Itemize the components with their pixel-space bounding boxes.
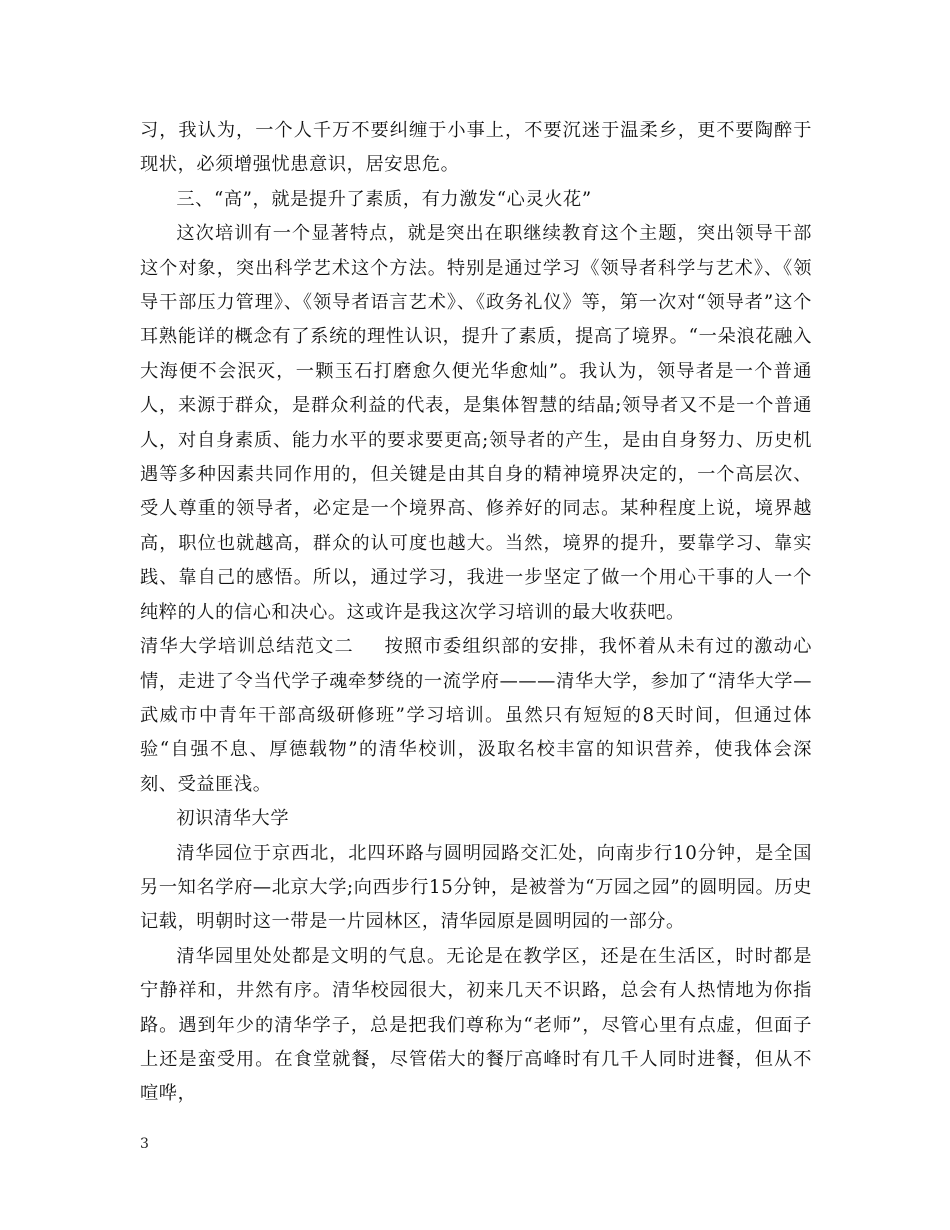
paragraph-training-feature: 这次培训有一个显著特点，就是突出在职继续教育这个主题，突出领导干部这个对象，突出科学艺术这个方法。特别是通过学习《领导者科学与艺术》、《领导干部压力管理》、《领导者语言艺术》、《政务礼仪》等，第一次对“领导者”这个耳熟能详的概念有了系统的理性认识，提升了素质，提高了境界。“一朵浪花融入大海便不会泯灭，一颗玉石打磨愈久便光华愈灿”。我认为，领导者是一个普通人，来源于群众，是群众利益的代表，是集体智慧的结晶;领导者又不是一个普通人，对自身素质、能力水平的要求要更高;领导者的产生，是由自身努力、历史机遇等多种因素共同作用的，但关键是由其自身的精神境界决定的，一个高层次、受人尊重的领导者，必定是一个境界高、修养好的同志。某种程度上说，境界越高，职位也就越高，群众的认可度也越大。当然，境界的提升，要靠学习、靠实践、靠自己的感悟。所以，通过学习，我进一步坚定了做一个用心干事的人一个纯粹的人的信心和决心。这或许是我这次学习培训的最大收获吧。: [140, 223, 812, 623]
section-two-intro: [140, 630, 812, 802]
section-title: 清华大学培训总结范文二: [140, 636, 354, 658]
page-number: 3: [140, 1136, 149, 1152]
paragraph-campus-location: 清华园位于京西北，北四环路与圆明园路交汇处，向南步行10分钟，是全国另一知名学府—北京大学;向西步行15分钟，是被誉为“万园之园”的圆明园。历史记载，明朝时这一带是一片园林区，清华园原是圆明园的一部分。: [140, 842, 812, 933]
section-first-paragraph: 按照市委组织部的安排，我怀着从未有过的激动心情，走进了令当代学子魂牵梦绕的一流学府———清华大学，参加了“清华大学—武威市中青年干部高级研修班”学习培训。虽然只有短短的8天时间，但通过体验“自强不息、厚德载物”的清华校训，汲取名校丰富的知识营养，使我体会深刻、受益匪浅。: [140, 636, 812, 795]
paragraph-campus-civility: 清华园里处处都是文明的气息。无论是在教学区，还是在生活区，时时都是宁静祥和，井然有序。清华校园很大，初来几天不识路，总会有人热情地为你指路。遇到年少的清华学子，总是把我们尊称为“老师”，尽管心里有点虚，但面子上还是蛮受用。在食堂就餐，尽管偌大的餐厅高峰时有几千人同时进餐，但从不喧哗，: [140, 945, 812, 1105]
section-heading-three: 三、“高”，就是提升了素质，有力激发“心灵火花”: [176, 188, 592, 210]
subheading-first-impression: 初识清华大学: [176, 808, 290, 830]
document-body: [140, 114, 812, 1112]
paragraph-continuation: 习，我认为，一个人千万不要纠缠于小事上，不要沉迷于温柔乡，更不要陶醉于现状，必须增强忧患意识，居安思危。: [140, 120, 812, 176]
